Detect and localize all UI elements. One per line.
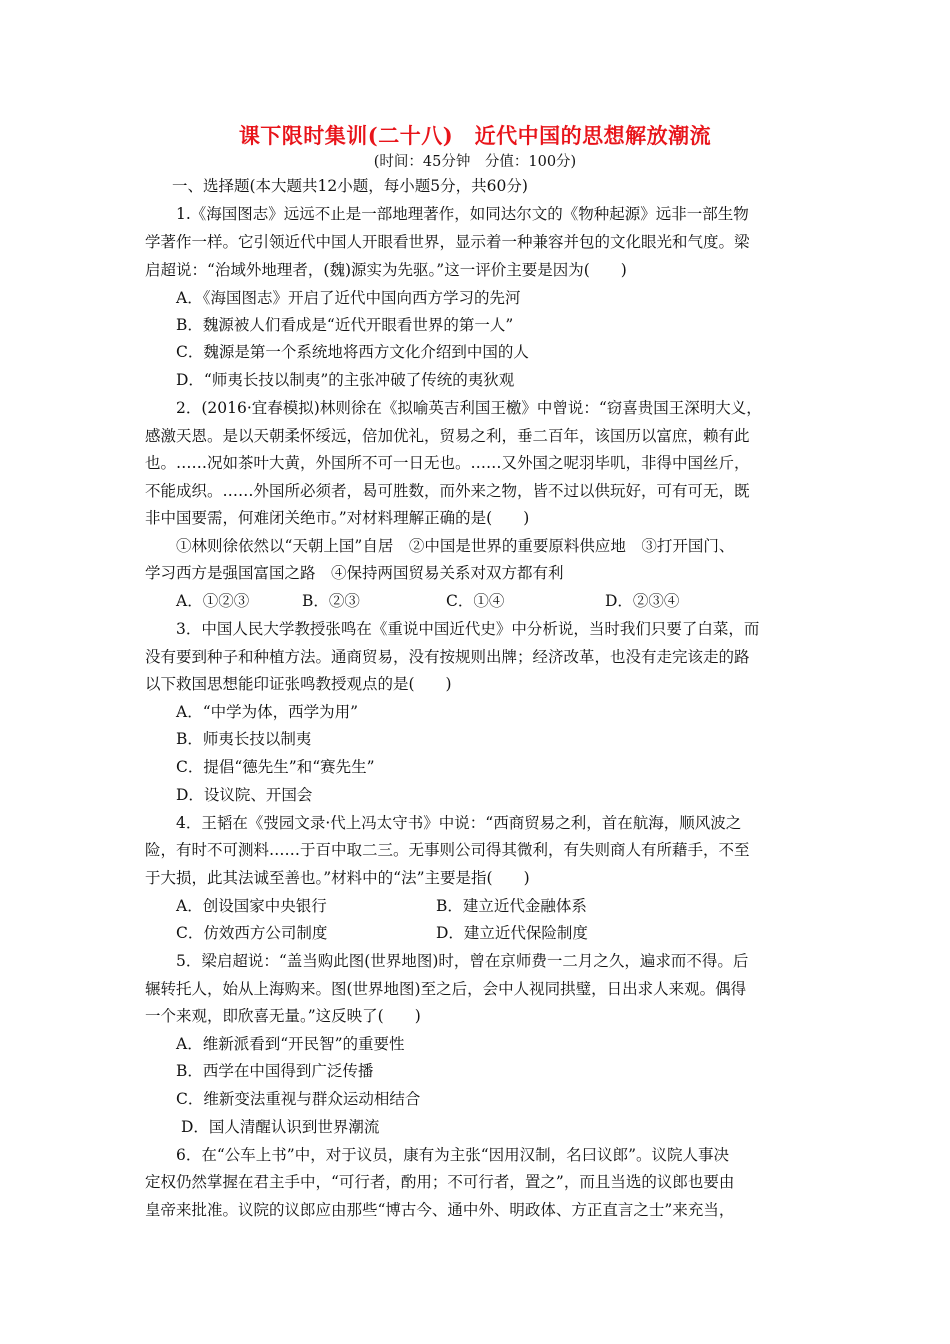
- q3-option-b: B．师夷长技以制夷: [176, 730, 312, 748]
- q6-stem-line: 6．在“公车上书”中，对于议员，康有为主张“因用汉制，名曰议郎”。议院人事决: [176, 1146, 730, 1164]
- q4-option-c: C．仿效西方公司制度: [176, 924, 328, 942]
- q5-option-d: D．国人清醒认识到世界潮流: [181, 1118, 380, 1136]
- q1-stem-line: 启超说：“治域外地理者，(魏)源实为先驱。”这一评价主要是因为( ): [145, 261, 627, 279]
- section-heading: 一、选择题(本大题共12小题，每小题5分，共60分): [172, 177, 528, 195]
- q2-option-b: B．②③: [302, 592, 360, 610]
- q4-option-d: D．建立近代保险制度: [436, 924, 588, 942]
- q6-stem-line: 皇帝来批准。议院的议郎应由那些“博古今、通中外、明政体、方正直言之士”来充当，: [145, 1201, 735, 1219]
- q1-stem-line: 1.《海国图志》远远不止是一部地理著作，如同达尔文的《物种起源》远非一部生物: [176, 205, 749, 223]
- q4-stem-line: 4．王韬在《弢园文录·代上冯太守书》中说：“西商贸易之利，首在航海，顺风波之: [176, 814, 742, 832]
- q5-option-c: C．维新变法重视与群众运动相结合: [176, 1090, 421, 1108]
- q4-option-a: A．创设国家中央银行: [176, 897, 327, 915]
- q2-stem-line: 不能成织。……外国所必须者，曷可胜数，而外来之物，皆不过以供玩好，可有可无，既: [145, 482, 750, 500]
- q2-option-c: C．①④: [446, 592, 505, 610]
- q4-stem-line: 于大损，此其法诚至善也。”材料中的“法”主要是指( ): [145, 869, 530, 887]
- q2-stem-line: 感激天恩。是以天朝柔怀绥远，倍加优礼，贸易之利，垂二百年，该国历以富庶，赖有此: [145, 427, 750, 445]
- q4-stem-line: 险，有时不可测料……于百中取二三。无事则公司得其微利，有失则商人有所藉手，不至: [145, 841, 750, 859]
- q1-option-b: B．魏源被人们看成是“近代开眼看世界的第一人”: [176, 316, 514, 334]
- page-subtitle: (时间：45分钟 分值：100分): [373, 154, 577, 170]
- q5-stem-line: 一个来观，即欣喜无量。”这反映了( ): [145, 1007, 421, 1025]
- q6-stem-line: 定权仍然掌握在君主手中，“可行者，酌用；不可行者，置之”，而且当选的议郎也要由: [145, 1173, 735, 1191]
- q1-option-a: A．《海国图志》开启了近代中国向西方学习的先河: [176, 289, 521, 307]
- q2-stem-line: 也。……况如茶叶大黄，外国所不可一日无也。……又外国之呢羽毕叽，非得中国丝斤，: [145, 454, 750, 472]
- q3-option-a: A．“中学为体，西学为用”: [176, 703, 359, 721]
- q2-statement-line: ①林则徐依然以“天朝上国”自居 ②中国是世界的重要原料供应地 ③打开国门、: [176, 537, 735, 555]
- q1-option-d: D．“师夷长技以制夷”的主张冲破了传统的夷狄观: [176, 371, 515, 389]
- page-title: 课下限时集训(二十八) 近代中国的思想解放潮流: [238, 123, 712, 148]
- q3-option-d: D．设议院、开国会: [176, 786, 313, 804]
- q3-stem-line: 3．中国人民大学教授张鸣在《重说中国近代史》中分析说，当时我们只要了白菜，而: [176, 620, 760, 638]
- q3-option-c: C．提倡“德先生”和“赛先生”: [176, 758, 375, 776]
- q5-option-a: A．维新派看到“开民智”的重要性: [176, 1035, 405, 1053]
- q2-stem-line: 非中国要需，何难闭关绝市。”对材料理解正确的是( ): [145, 509, 530, 527]
- q3-stem-line: 没有要到种子和种植方法。通商贸易，没有按规则出牌；经济改革，也没有走完该走的路: [145, 648, 750, 666]
- q1-option-c: C．魏源是第一个系统地将西方文化介绍到中国的人: [176, 343, 529, 361]
- q2-statement-line: 学习西方是强国富国之路 ④保持两国贸易关系对双方都有利: [145, 564, 564, 582]
- q5-stem-line: 5．梁启超说：“盖当购此图(世界地图)时，曾在京师费一二月之久，遍求而不得。后: [176, 952, 749, 970]
- q5-stem-line: 辗转托人，始从上海购来。图(世界地图)至之后，会中人视同拱璧，日出求人来观。偶得: [145, 980, 747, 998]
- q2-option-d: D．②③④: [605, 592, 680, 610]
- q2-option-a: A．①②③: [176, 592, 250, 610]
- q4-option-b: B．建立近代金融体系: [436, 897, 587, 915]
- q2-stem-line: 2．(2016·宜春模拟)林则徐在《拟喻英吉利国王檄》中曾说：“窃喜贵国王深明大义，: [176, 399, 762, 417]
- q5-option-b: B．西学在中国得到广泛传播: [176, 1062, 374, 1080]
- q3-stem-line: 以下救国思想能印证张鸣教授观点的是( ): [145, 675, 452, 693]
- q1-stem-line: 学著作一样。它引领近代中国人开眼看世界，显示着一种兼容并包的文化眼光和气度。梁: [145, 233, 750, 251]
